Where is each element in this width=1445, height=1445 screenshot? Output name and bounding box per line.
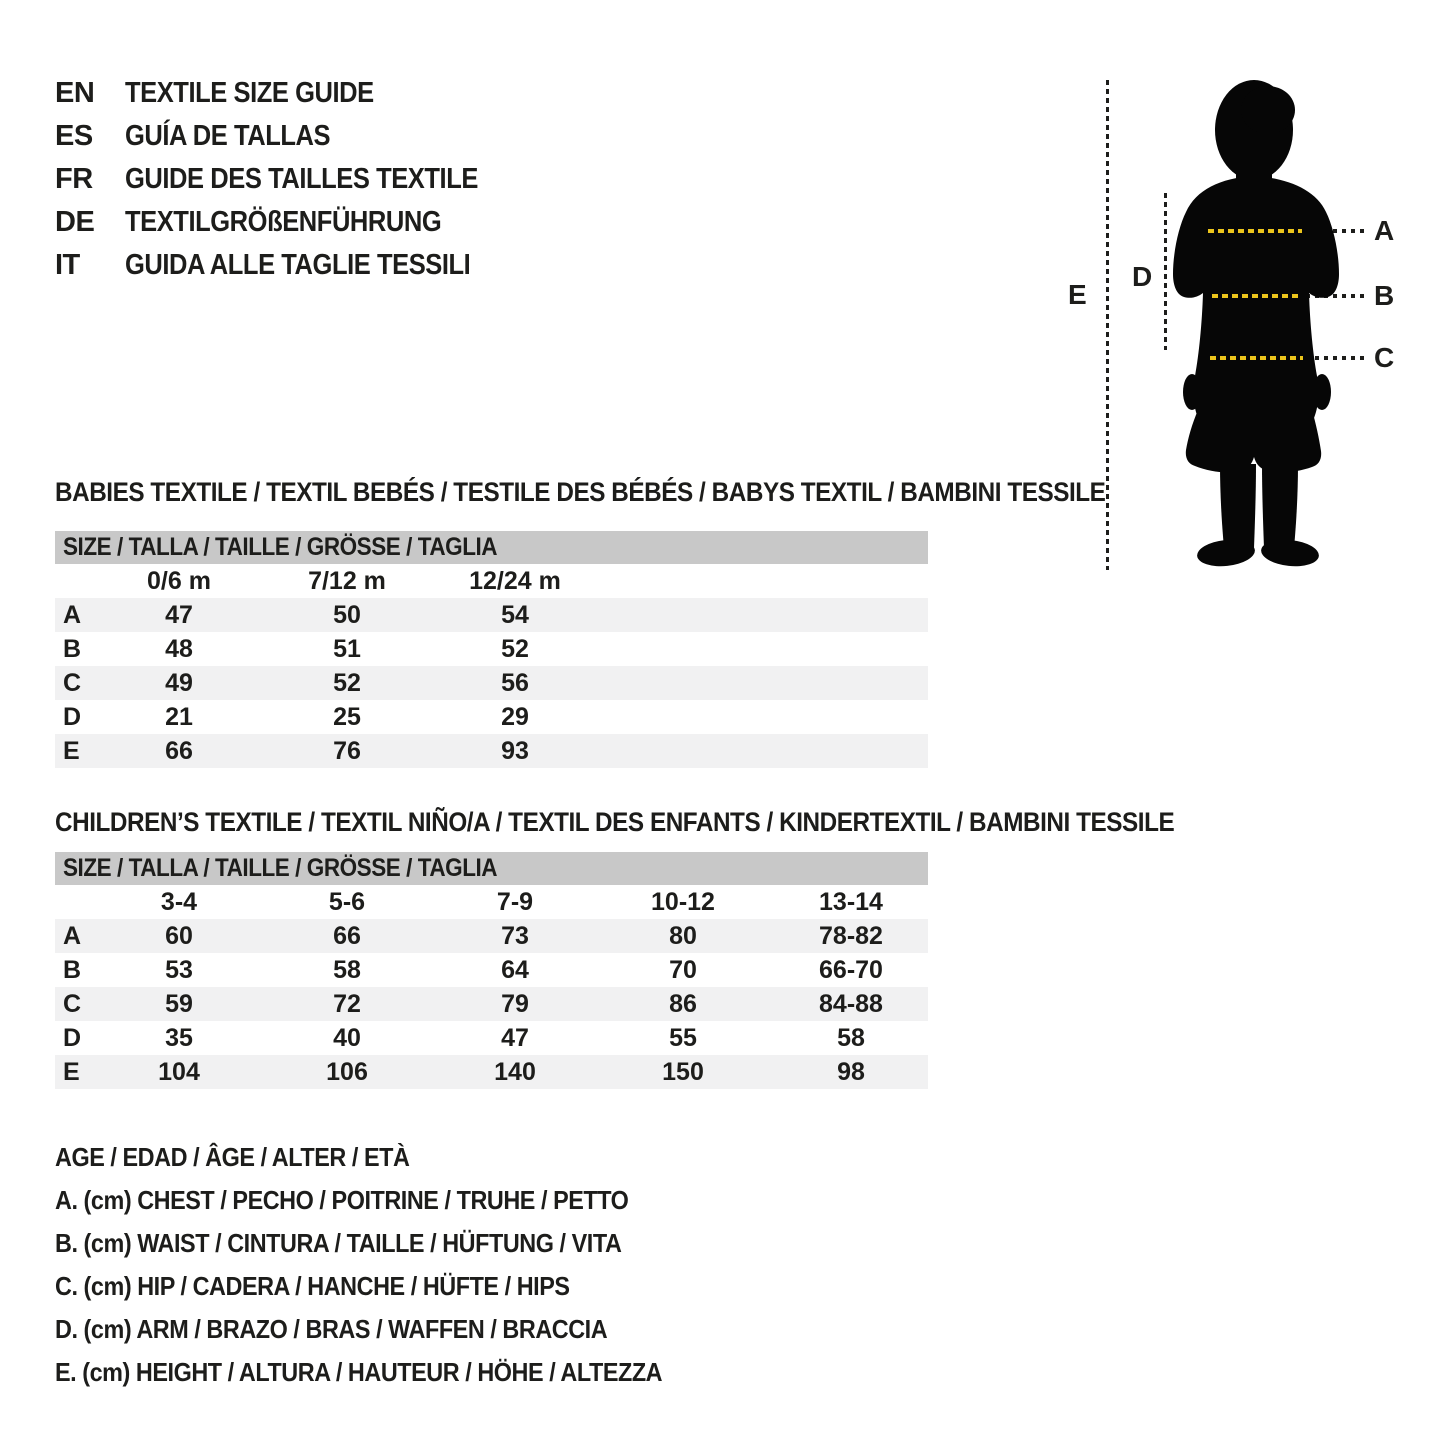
legend-line-chest (55, 1179, 730, 1222)
cell-value: 47 (165, 600, 193, 629)
babies-section-title: BABIES TEXTILE / TEXTIL BEBÉS / TESTILE DES BÉBÉS / BABYS TEXTIL / BAMBINI TESSILE (55, 477, 1106, 507)
lang-code: ES (55, 120, 93, 152)
legend-text: A. (cm) CHEST / PECHO / POITRINE / TRUHE / PETTO (55, 1185, 629, 1215)
lang-code: IT (55, 249, 80, 281)
cell-value: 98 (837, 1057, 865, 1086)
column-header: 13-14 (819, 887, 883, 916)
table-row (55, 987, 928, 1021)
legend-line-arm (55, 1308, 730, 1351)
legend-text: E. (cm) HEIGHT / ALTURA / HAUTEUR / HÖHE / ALTEZZA (55, 1357, 663, 1387)
cell-value: 56 (501, 668, 529, 697)
cell-value: 54 (501, 600, 529, 629)
cell-value: 47 (501, 1023, 529, 1052)
cell-value: 58 (837, 1023, 865, 1052)
cell-value: 104 (158, 1057, 200, 1086)
figure-label-E: E (1068, 279, 1087, 310)
cell-value: 52 (501, 634, 529, 663)
height-measure-line-E (1106, 80, 1109, 570)
column-header: 0/6 m (147, 566, 211, 595)
children-section-title: CHILDREN’S TEXTILE / TEXTIL NIÑO/A / TEXTIL DES ENFANTS / KINDERTEXTIL / BAMBINI TESSILE (55, 807, 1175, 837)
cell-value: 51 (333, 634, 361, 663)
size-header-band (55, 531, 928, 564)
cell-value: 93 (501, 736, 529, 765)
guide-title: TEXTILGRÖßENFÜHRUNG (125, 206, 442, 238)
cell-value: 76 (333, 736, 361, 765)
cell-value: 53 (165, 955, 193, 984)
table-row (55, 919, 928, 953)
size-header-label: SIZE / TALLA / TAILLE / GRÖSSE / TAGLIA (63, 854, 498, 882)
child-silhouette (1170, 76, 1346, 568)
chest-line-A (1208, 229, 1302, 233)
row-label: D (63, 702, 82, 731)
row-label: A (63, 921, 82, 950)
row-label: D (63, 1023, 82, 1052)
guide-title: GUÍA DE TALLAS (125, 120, 331, 152)
language-title-block (55, 72, 526, 287)
lang-code: DE (55, 206, 95, 238)
table-row (55, 1055, 928, 1089)
cell-value: 66 (333, 921, 361, 950)
column-header-row (55, 564, 928, 598)
cell-value: 73 (501, 921, 529, 950)
table-row (55, 734, 928, 768)
figure-label-B: B (1374, 280, 1395, 311)
legend-line-age (55, 1136, 730, 1179)
cell-value: 66-70 (819, 955, 883, 984)
cell-value: 86 (669, 989, 697, 1018)
figure-label-D: D (1132, 261, 1153, 292)
guide-title: TEXTILE SIZE GUIDE (125, 77, 374, 109)
cell-value: 79 (501, 989, 529, 1018)
row-label: E (63, 736, 80, 765)
row-label: C (63, 668, 82, 697)
row-label: E (63, 1057, 80, 1086)
guide-title: GUIDE DES TAILLES TEXTILE (125, 163, 478, 195)
cell-value: 58 (333, 955, 361, 984)
cell-value: 70 (669, 955, 697, 984)
hip-line-C (1210, 356, 1303, 360)
lang-code: FR (55, 163, 93, 195)
column-header-row (55, 885, 928, 919)
table-row (55, 632, 928, 666)
lang-row-es (55, 115, 526, 158)
column-header: 12/24 m (469, 566, 561, 595)
cell-value: 150 (662, 1057, 704, 1086)
figure-label-C: C (1374, 342, 1395, 373)
cell-value: 80 (669, 921, 697, 950)
cell-value: 84-88 (819, 989, 883, 1018)
row-label: B (63, 634, 82, 663)
cell-value: 140 (494, 1057, 536, 1086)
waist-line-B (1212, 294, 1300, 298)
table-row (55, 598, 928, 632)
lang-row-en (55, 72, 526, 115)
cell-value: 35 (165, 1023, 193, 1052)
cell-value: 48 (165, 634, 193, 663)
cell-value: 25 (333, 702, 361, 731)
cell-value: 21 (165, 702, 193, 731)
cell-value: 78-82 (819, 921, 883, 950)
cell-value: 29 (501, 702, 529, 731)
legend-text: D. (cm) ARM / BRAZO / BRAS / WAFFEN / BRACCIA (55, 1314, 608, 1344)
column-header: 10-12 (651, 887, 715, 916)
legend-line-hip (55, 1265, 730, 1308)
column-header: 5-6 (328, 887, 366, 916)
babies-size-table (55, 531, 928, 768)
table-row (55, 666, 928, 700)
size-header-band (55, 852, 928, 885)
cell-value: 59 (165, 989, 193, 1018)
row-label: A (63, 600, 82, 629)
cell-value: 40 (333, 1023, 361, 1052)
cell-value: 55 (669, 1023, 697, 1052)
table-row (55, 700, 928, 734)
column-header: 7-9 (496, 887, 534, 916)
size-header-label: SIZE / TALLA / TAILLE / GRÖSSE / TAGLIA (63, 533, 498, 561)
row-label: C (63, 989, 82, 1018)
cell-value: 66 (165, 736, 193, 765)
cell-value: 106 (326, 1057, 368, 1086)
lang-row-de (55, 201, 526, 244)
row-label: B (63, 955, 82, 984)
figure-label-A: A (1374, 215, 1395, 246)
cell-value: 64 (501, 955, 529, 984)
cell-value: 72 (333, 989, 361, 1018)
arm-measure-line-D (1164, 193, 1167, 350)
legend-line-height (55, 1351, 730, 1394)
cell-value: 50 (333, 600, 361, 629)
measurement-legend (55, 1136, 730, 1394)
lang-code: EN (55, 77, 95, 109)
legend-line-waist (55, 1222, 730, 1265)
guide-title: GUIDA ALLE TAGLIE TESSILI (125, 249, 471, 281)
lang-row-it (55, 244, 526, 287)
cell-value: 49 (165, 668, 193, 697)
table-row (55, 953, 928, 987)
legend-text: C. (cm) HIP / CADERA / HANCHE / HÜFTE / HIPS (55, 1271, 570, 1301)
table-row (55, 1021, 928, 1055)
lang-row-fr (55, 158, 526, 201)
children-size-table (55, 852, 928, 1089)
cell-value: 52 (333, 668, 361, 697)
column-header: 3-4 (160, 887, 198, 916)
column-header: 7/12 m (308, 566, 386, 595)
legend-text: AGE / EDAD / ÂGE / ALTER / ETÀ (55, 1142, 410, 1172)
cell-value: 60 (165, 921, 193, 950)
legend-text: B. (cm) WAIST / CINTURA / TAILLE / HÜFTUNG / VITA (55, 1228, 622, 1258)
